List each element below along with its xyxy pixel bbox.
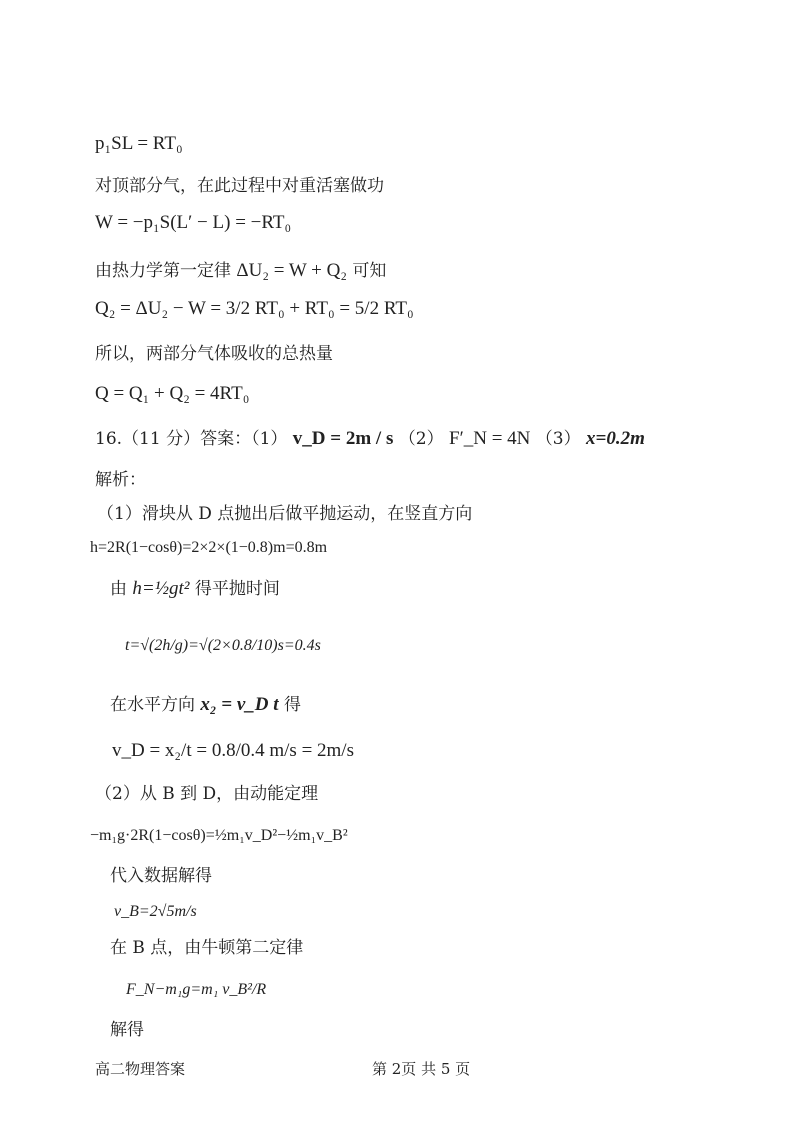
text-solve: 解得: [110, 1020, 144, 1040]
first-law-text-a: 由热力学第一定律: [95, 261, 231, 281]
first-law-line: [95, 260, 386, 283]
q16-mid-2: （2）: [398, 429, 444, 449]
equation-x2: x₂ = v_D t: [200, 694, 279, 715]
equation-p1SL: p₁SL = RT₀: [95, 133, 183, 154]
footer-title: 高二物理答案: [95, 1060, 186, 1078]
equation-Q-total: Q = Q₁ + Q₂ = 4RT₀: [95, 383, 250, 404]
q16-answer-1: v_D = 2m / s: [292, 428, 394, 449]
text-step-1: （1）滑块从 D 点抛出后做平抛运动，在竖直方向: [97, 504, 473, 524]
text-newton: 在 B 点，由牛顿第二定律: [110, 938, 304, 958]
horizontal-text-b: 得: [283, 695, 301, 715]
q16-mid-3: （3）: [535, 429, 581, 449]
equation-Q2: Q₂ = ΔU₂ − W = 3/2 RT₀ + RT₀ = 5/2 RT₀: [95, 298, 414, 319]
text-step-2: （2）从 B 到 D，由动能定理: [95, 784, 319, 804]
equation-vB: v_B=2√5m/s: [114, 903, 197, 920]
text-work-on-piston: 对顶部分气，在此过程中对重活塞做功: [95, 176, 384, 196]
equation-h-formula: h=½gt²: [132, 578, 190, 599]
q16-answer-3: x=0.2m: [586, 428, 645, 449]
horizontal-text-a: 在水平方向: [110, 695, 195, 715]
equation-work: W = −p₁S(L′ − L) = −RT₀: [95, 212, 292, 233]
horizontal-line: [110, 694, 301, 717]
q16-answer-2: F′_N = 4N: [449, 428, 531, 449]
text-total-heat: 所以，两部分气体吸收的总热量: [95, 344, 333, 364]
equation-first-law: ΔU₂ = W + Q₂: [236, 260, 347, 281]
h-formula-line: [110, 578, 280, 601]
h-text-b: 得平抛时间: [194, 579, 280, 599]
question-16-answer: [95, 428, 645, 451]
text-analysis: 解析：: [95, 470, 146, 490]
equation-FN: F_N−m₁g=m₁ v_B²/R: [126, 981, 267, 998]
equation-energy: −m₁g·2R(1−cosθ)=½m₁v_D²−½m₁v_B²: [90, 827, 348, 844]
q16-prefix: 16.（11 分）答案：（1）: [95, 429, 288, 449]
first-law-text-b: 可知: [352, 261, 387, 281]
equation-t: t=√(2h/g)=√(2×0.8/10)s=0.4s: [125, 637, 321, 654]
h-text-a: 由: [110, 579, 127, 599]
equation-h: h=2R(1−cosθ)=2×2×(1−0.8)m=0.8m: [90, 539, 328, 556]
equation-vD: v_D = x₂/t = 0.8/0.4 m/s = 2m/s: [112, 740, 354, 761]
footer-page-number: 第 2页 共 5 页: [372, 1060, 471, 1078]
text-substitute: 代入数据解得: [110, 866, 212, 886]
